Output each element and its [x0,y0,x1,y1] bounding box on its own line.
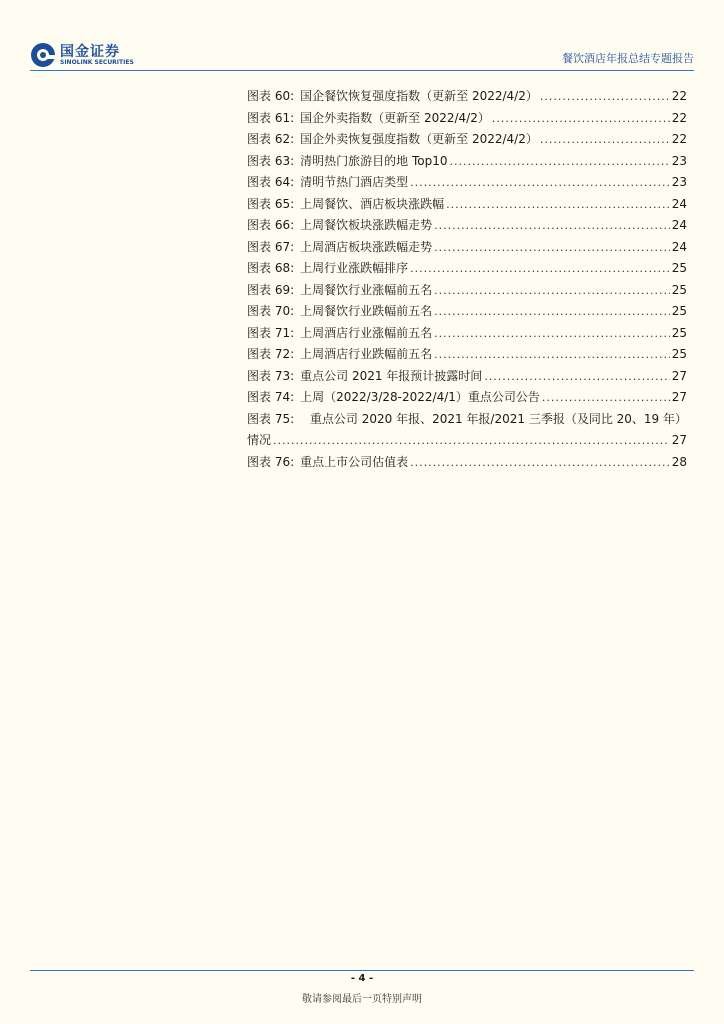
toc-entry[interactable] [247,452,687,474]
toc-entry-label: 图表 60: [247,89,295,103]
toc-entry-page: 27 [671,433,687,447]
table-of-figures [247,86,687,473]
report-title: 餐饮酒店年报总结专题报告 [562,52,694,65]
toc-entry-label: 图表 73: [247,368,295,383]
toc-entry-label: 图表 68: [247,261,295,275]
toc-entry-page: 25 [671,347,687,361]
toc-leader-dots [449,151,669,173]
toc-entry[interactable] [247,215,687,237]
toc-entry-title: 上周餐饮行业涨幅前五名 [300,282,433,297]
toc-entry-title: 国企外卖指数（更新至 2022/4/2） [300,110,490,125]
toc-entry-title: 重点上市公司估值表 [300,454,409,469]
toc-entry[interactable] [247,172,687,194]
toc-leader-dots [434,323,670,345]
header-divider [30,70,694,71]
toc-entry-page: 27 [671,390,687,404]
toc-entry-page: 24 [671,196,687,211]
toc-leader-dots [434,344,670,366]
footer-disclaimer: 敬请参阅最后一页特别声明 [302,994,422,1005]
toc-entry-label: 图表 65: [247,196,295,211]
toc-entry-title: 国企餐饮恢复强度指数（更新至 2022/4/2） [300,89,538,103]
toc-entry[interactable] [247,301,687,323]
toc-entry-title: 上周餐饮板块涨跌幅走势 [300,218,433,232]
toc-entry-title-continued: 情况 [247,433,272,447]
toc-entry[interactable] [247,387,687,409]
toc-leader-dots [542,387,670,409]
toc-entry[interactable] [247,323,687,345]
toc-leader-dots [446,194,670,216]
toc-leader-dots [434,215,670,237]
toc-leader-dots [492,108,670,130]
toc-entry-title: 清明节热门酒店类型 [300,175,409,189]
toc-leader-dots [410,172,670,194]
toc-entry-label: 图表 74: [247,390,295,404]
toc-entry-title: 重点公司 2020 年报、2021 年报/2021 三季报（及同比 20、19 年） [309,411,687,426]
logo-chinese-text: 国金证券 [60,44,120,60]
toc-entry-title: 重点公司 2021 年报预计披露时间 [300,368,483,383]
toc-entry-page: 22 [671,89,687,103]
toc-entry-title: 上周餐饮行业跌幅前五名 [300,304,433,318]
toc-entry-page: 24 [671,239,687,254]
toc-entry-page: 25 [671,325,687,340]
logo-english-text: SINOLINK SECURITIES [60,59,134,66]
toc-leader-dots [540,129,670,151]
toc-entry-label: 图表 76: [247,454,295,469]
toc-leader-dots [273,430,670,452]
sinolink-logo-icon [30,42,56,68]
toc-entry-label: 图表 75: [247,411,295,426]
toc-entry-label: 图表 67: [247,239,295,254]
toc-entry[interactable] [247,409,687,452]
toc-entry[interactable] [247,194,687,216]
toc-leader-dots [434,301,670,323]
toc-entry-page: 27 [671,368,687,383]
toc-entry-page: 28 [671,454,687,469]
toc-entry-title: 国企外卖恢复强度指数（更新至 2022/4/2） [300,132,538,146]
toc-entry[interactable] [247,151,687,173]
toc-leader-dots [540,86,670,108]
toc-entry[interactable] [247,129,687,151]
toc-entry-page: 23 [671,153,687,168]
toc-entry-title: 上周（2022/3/28-2022/4/1）重点公司公告 [300,390,540,404]
toc-entry-page: 25 [671,304,687,318]
toc-entry-title: 上周行业涨跌幅排序 [300,261,409,275]
toc-entry-label: 图表 63: [247,153,295,168]
toc-entry-page: 22 [671,132,687,146]
toc-entry-label: 图表 71: [247,325,295,340]
toc-entry-label: 图表 66: [247,218,295,232]
toc-entry-page: 24 [671,218,687,232]
toc-entry[interactable] [247,108,687,130]
page-number: - 4 - [350,973,374,984]
toc-leader-dots [410,452,670,474]
toc-entry-title: 清明热门旅游目的地 Top10 [300,153,448,168]
toc-leader-dots [434,280,670,302]
footer-divider [30,970,694,971]
toc-entry-title: 上周酒店行业涨幅前五名 [300,325,433,340]
toc-leader-dots [434,237,670,259]
page-header [0,0,724,72]
toc-entry-title: 上周餐饮、酒店板块涨跌幅 [300,196,445,211]
toc-leader-dots [484,366,669,388]
toc-entry-label: 图表 62: [247,132,295,146]
toc-entry-label: 图表 70: [247,304,295,318]
toc-entry-page: 25 [671,282,687,297]
toc-entry-title: 上周酒店板块涨跌幅走势 [300,239,433,254]
toc-entry-label: 图表 69: [247,282,295,297]
toc-entry[interactable] [247,86,687,108]
toc-entry[interactable] [247,258,687,280]
toc-entry-page: 25 [671,261,687,275]
toc-entry[interactable] [247,366,687,388]
company-logo [30,40,140,70]
toc-entry-page: 22 [671,110,687,125]
toc-entry-label: 图表 64: [247,175,295,189]
toc-entry-label: 图表 72: [247,347,295,361]
toc-entry[interactable] [247,344,687,366]
toc-leader-dots [410,258,670,280]
toc-entry-page: 23 [671,175,687,189]
toc-entry[interactable] [247,237,687,259]
toc-entry-title: 上周酒店行业跌幅前五名 [300,347,433,361]
toc-entry-label: 图表 61: [247,110,295,125]
toc-entry[interactable] [247,280,687,302]
